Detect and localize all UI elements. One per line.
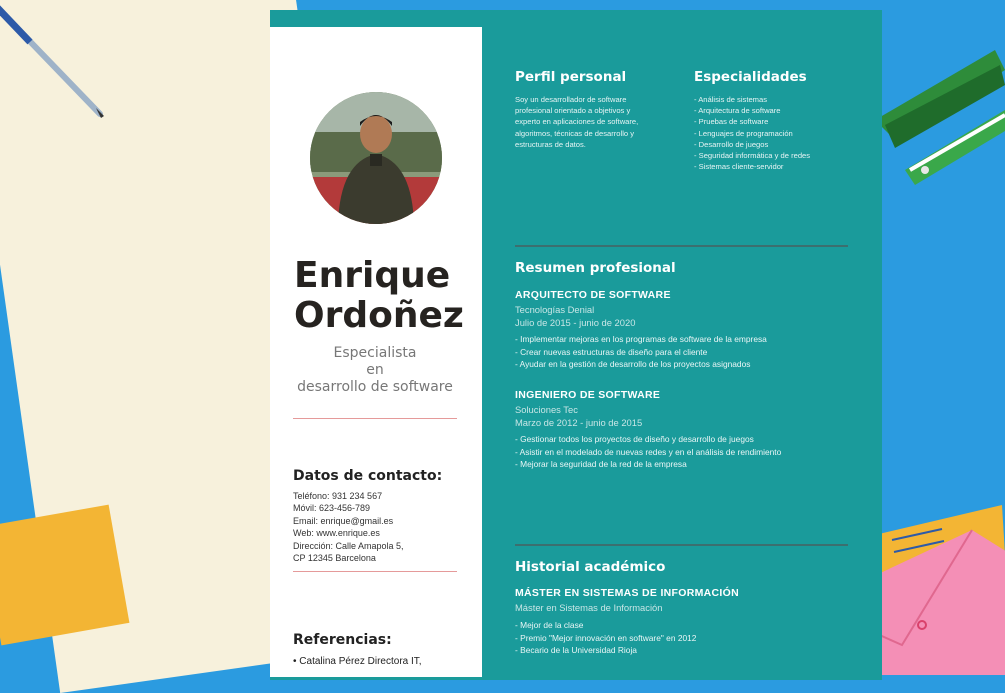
job-bullet: - Ayudar en la gestión de desarrollo de los proyectos asignados: [515, 359, 751, 370]
profile-line: estructuras de datos.: [515, 139, 586, 149]
institution-name: Máster en Sistemas de Información: [515, 602, 663, 613]
job-bullets: [515, 333, 767, 371]
degree-title: MÁSTER EN SISTEMAS DE INFORMACIÓN: [515, 587, 739, 599]
job-bullet: - Implementar mejoras en los programas de software de la empresa: [515, 334, 767, 344]
contact-title: Datos de contacto:: [293, 468, 443, 484]
contact-mobile: Móvil: 623-456-789: [293, 503, 371, 514]
profile-line: profesional orientado a objetivos y: [515, 106, 631, 116]
job-meta: [515, 404, 642, 429]
contact-web: Web: www.enrique.es: [293, 528, 380, 539]
job-dates: Julio de 2015 - junio de 2020: [515, 316, 636, 328]
specialty-item: - Pruebas de software: [694, 117, 769, 127]
job-title: ARQUITECTO DE SOFTWARE: [515, 289, 671, 301]
role-line: Especialista: [333, 345, 417, 361]
first-name: Enrique: [294, 255, 451, 296]
job-dates: Marzo de 2012 - junio de 2015: [515, 416, 643, 428]
divider-line: [293, 571, 457, 572]
job-bullet: - Gestionar todos los proyectos de diseño y desarrollo de juegos: [515, 434, 754, 444]
degree-institution: [515, 602, 662, 615]
role-line: en: [366, 362, 384, 378]
stapler-icon: [865, 30, 1005, 190]
profile-line: experto en aplicaciones de software,: [515, 117, 639, 127]
divider-line: [293, 418, 457, 419]
specialties-list: [694, 94, 854, 172]
job-meta: [515, 304, 635, 329]
profile-text: [515, 94, 675, 150]
sticky-note: [0, 505, 129, 646]
specialty-item: - Arquitectura de software: [694, 106, 781, 116]
education-bullet: - Becario de la Universidad Rioja: [515, 645, 637, 656]
education-title: Historial académico: [515, 559, 666, 575]
profile-line: algoritmos, técnicas de desarrollo y: [515, 128, 635, 138]
references-title: Referencias:: [293, 632, 392, 648]
profile-photo: [310, 92, 442, 224]
job-bullet: - Asistir en el modelado de nuevas redes y en el análisis de rendimiento: [515, 446, 782, 457]
section-divider: [515, 245, 848, 247]
last-name: Ordoñez: [294, 295, 464, 336]
specialty-item: - Lenguajes de programación: [694, 128, 793, 138]
reference-item: • Catalina Pérez Directora IT,: [293, 656, 422, 667]
section-divider: [515, 544, 848, 546]
specialties-title: Especialidades: [694, 69, 807, 85]
specialty-item: - Desarrollo de juegos: [694, 139, 769, 149]
job-bullet: - Mejorar la seguridad de la red de la empresa: [515, 459, 687, 470]
role-line: desarrollo de software: [297, 379, 453, 395]
contact-phone: Teléfono: 931 234 567: [293, 491, 383, 501]
education-bullet: - Mejor de la clase: [515, 620, 584, 630]
pen-icon: [0, 0, 160, 140]
contact-email: Email: enrique@gmail.es: [293, 515, 394, 526]
profile-line: Soy un desarrollador de software: [515, 95, 627, 104]
job-company: Soluciones Tec: [515, 404, 578, 415]
profile-title: Perfil personal: [515, 69, 627, 85]
contact-address: Dirección: Calle Amapola 5,: [293, 540, 404, 551]
specialty-item: - Sistemas cliente-servidor: [694, 162, 784, 172]
job-title: INGENIERO DE SOFTWARE: [515, 389, 661, 401]
education-bullet: - Premio "Mejor innovación en software" en 2012: [515, 632, 697, 643]
full-name: [294, 256, 474, 336]
job-role: [284, 345, 466, 396]
job-company: Tecnologías Denial: [515, 304, 595, 315]
contact-list: [293, 490, 463, 564]
education-bullets: [515, 619, 696, 657]
job-bullet: - Crear nuevas estructuras de diseño para el cliente: [515, 346, 708, 357]
specialty-item: - Seguridad informática y de redes: [694, 151, 811, 161]
contact-city: CP 12345 Barcelona: [293, 553, 376, 564]
specialty-item: - Análisis de sistemas: [694, 95, 768, 104]
experience-title: Resumen profesional: [515, 260, 676, 276]
job-bullets: [515, 433, 781, 471]
